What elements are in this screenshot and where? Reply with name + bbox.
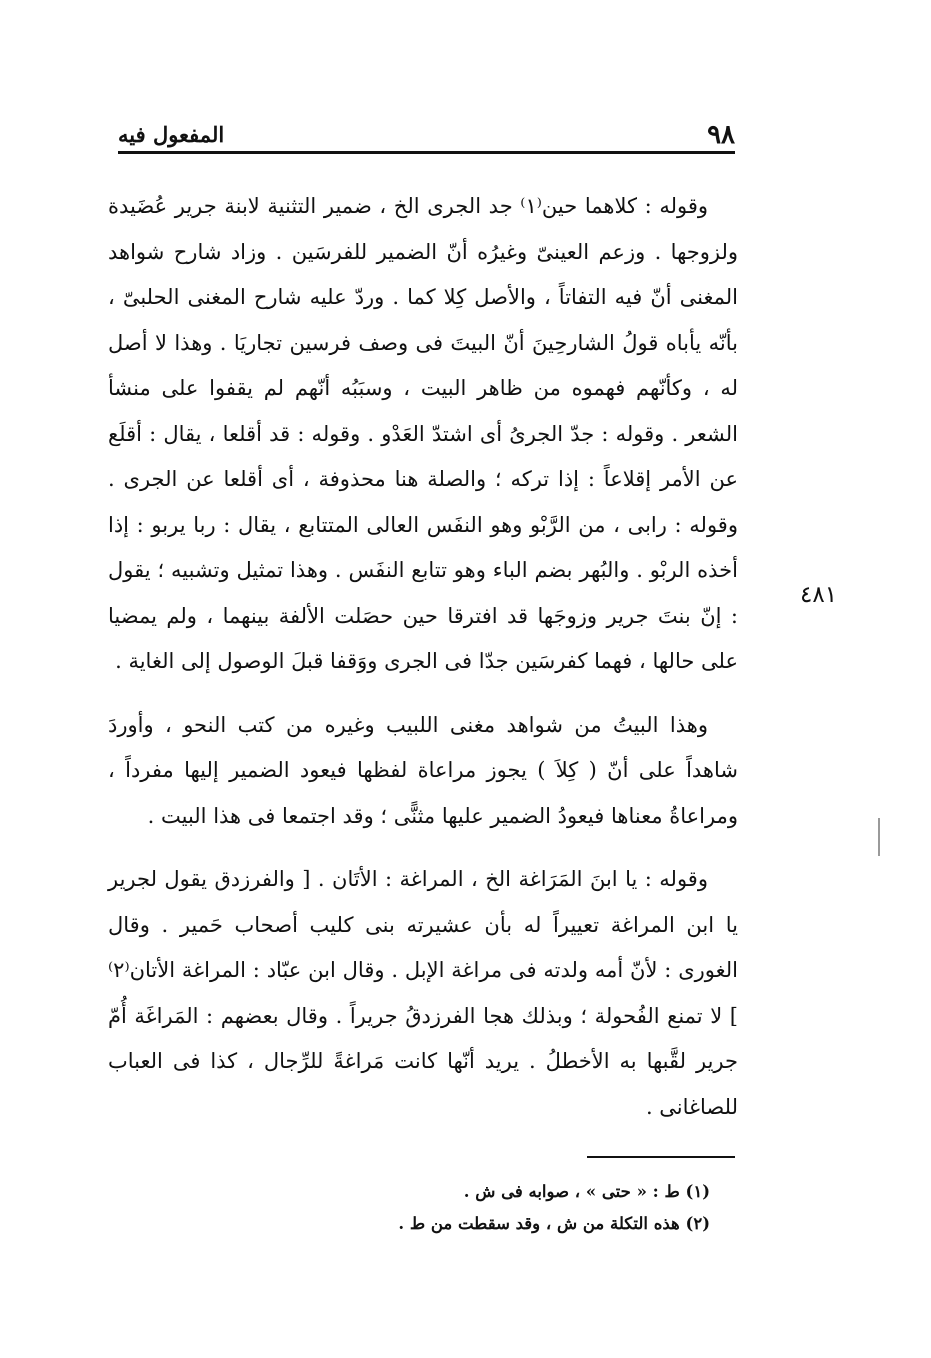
header-rule — [118, 151, 735, 154]
page-header — [118, 112, 735, 152]
paragraph-2: وهذا البيتُ من شواهد مغنى اللبيب وغيره من كتب النحو ، وأوردَ شاهداً على أنّ ( كِلاَ ) يجوز مراعاة لفظها فيعود الضمير إليها مفرداً ، ومراعاةُ معناها فيعودُ الضمير عليها مثنًّى ؛ وقد اجتمعا فى هذا البيت . — [108, 712, 738, 828]
footnotes — [300, 1176, 710, 1240]
margin-number: ٤٨١ — [800, 582, 838, 608]
main-text — [108, 184, 738, 1130]
footnote-1: (١) ط : « حتى » ، صوابه فى ش . — [463, 1182, 710, 1201]
scan-mark — [878, 818, 880, 856]
page-number: ٩٨ — [707, 120, 735, 150]
running-title: المفعول فيه — [118, 122, 225, 147]
footnote-2: (٢) هذه التكلة من ش ، وقد سقطت من ط . — [398, 1214, 710, 1233]
paragraph-3: وقوله : يا ابنَ المَرَاغة الخ ، المراغة : الأتَان . [ والفرزدق يقول لجرير يا ابن المراغة تعييراً له بأن عشيرته بنى كليب أصحاب حَمير . وقال الغورى : لأنّ أمه ولدته فى مراغة الإبل . وقال ابن عبّاد : المراغة الأتان⁽٢⁾ ] لا تمنع الفُحولة ؛ وبذلك هجا الفرزدقُ جريراً . وقال بعضهم : المَراغَة أُمّ جرير لقَّبها به الأخطلُ . يريد أنّها كانت مَراغةً للرِّجال ، كذا فى العباب للصاغانى . — [108, 867, 738, 1119]
footnote-rule — [587, 1156, 735, 1158]
paragraph-1: وقوله : كلاهما حين⁽١⁾ جد الجرى الخ ، ضمير التثنية لابنة جرير عُضَيدة ولزوجها . وزعم العينىّ وغيرُه أنّ الضمير للفرسَين . وزاد شارح شواهد المغنى أنّ فيه التفاتاً ، والأصل كِلا كما . وردّ عليه شارح المغنى الحلبىّ ، بأنّه يأباه قولُ الشارحِينَ أنّ البيتَ فى وصف فرسين تجاريَا . وهذا لا أصل له ، وكأنّهم فهموه من ظاهر البيت ، وسبَبُه أنّهم لم يقفوا على منشأ الشعر . وقوله : جدّ الجرىُ أى اشتدّ العَدْو . وقوله : قد أقلعا ، يقال : أقلَع عن الأمر إقلاعاً : إذا تركه ؛ والصلة هنا محذوفة ، أى أقلعا عن الجرى . وقوله : رابى ، من الرَّبْو وهو النفَس العالى المتتابع ، يقال : ربا يربو : إذا أخذه الربْو . والبُهر بضم الباء وهو تتابع النفَس . وهذا تمثيل وتشبيه ؛ يقول : إنّ بنتَ جرير وزوجَها قد افترقا حين حصَلت الألفة بينهما ، ولم يمضيا على حالها ، فهما كفرسَين جدّا فى الجرى ووَقفا قبلَ الوصول إلى الغاية . — [108, 194, 738, 673]
